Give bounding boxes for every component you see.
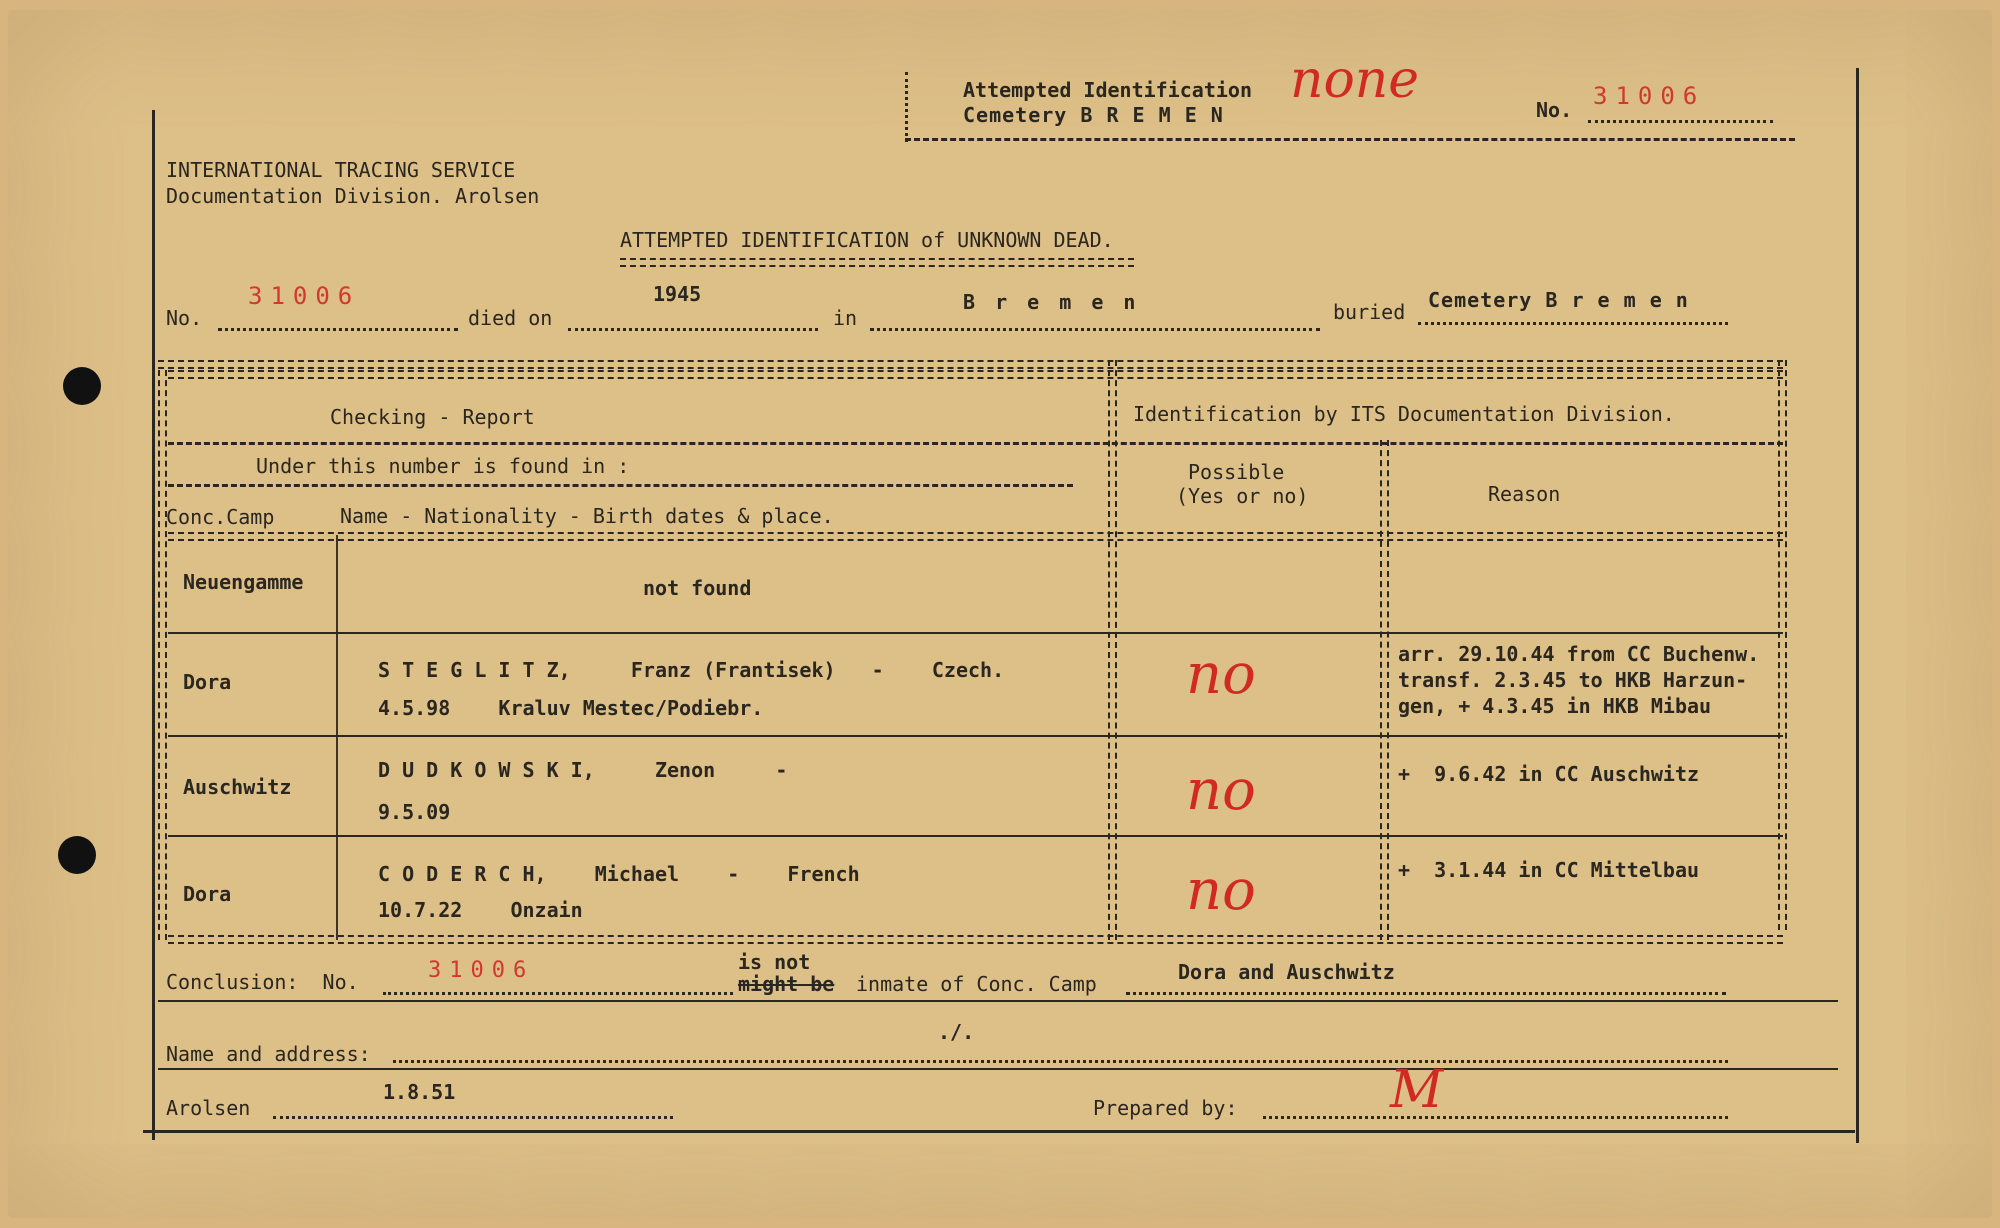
row2-reason-line2: transf. 2.3.45 to HKB Harzun-	[1398, 668, 1748, 692]
row3-possible: no	[1186, 758, 1256, 823]
table-divider-camp	[336, 535, 338, 940]
title-underline	[620, 258, 1134, 267]
died-dots	[568, 328, 818, 331]
column-possible-line1: Possible	[1188, 460, 1285, 484]
frame-right-line	[1856, 68, 1859, 1143]
name-address-underline	[158, 1068, 1838, 1070]
table-bottom-border	[168, 935, 1783, 944]
in-label: in	[833, 306, 858, 330]
row3-bottom	[168, 835, 1783, 837]
row4-name-line2: 10.7.22 Onzain	[378, 898, 583, 922]
found-in-label: Under this number is found in :	[256, 454, 630, 478]
conclusion-camps: Dora and Auschwitz	[1178, 960, 1395, 984]
column-reason: Reason	[1488, 482, 1561, 506]
table-divider-reason	[1380, 440, 1389, 940]
table-header-top	[168, 370, 1783, 379]
found-in-underline	[168, 484, 1073, 487]
row2-possible: no	[1186, 642, 1256, 707]
header-no-value: 31006	[1593, 82, 1706, 110]
table-top-border	[158, 360, 1783, 369]
column-header-bottom	[168, 532, 1783, 541]
row2-reason-line1: arr. 29.10.44 from CC Buchenw.	[1398, 642, 1760, 666]
column-possible-line2: (Yes or no)	[1176, 484, 1309, 508]
conclusion-no-dots	[383, 992, 733, 995]
name-address-dots	[393, 1060, 1728, 1063]
row2-name-line2: 4.5.98 Kraluv Mestec/Podiebr.	[378, 696, 764, 720]
row1-bottom	[168, 632, 1783, 634]
table-left-border	[158, 370, 167, 940]
header-divider	[168, 442, 1783, 445]
header-no-label: No.	[1536, 98, 1573, 122]
org-line1: INTERNATIONAL TRACING SERVICE	[166, 158, 516, 182]
conclusion-no-value: 31006	[428, 958, 535, 983]
died-label: died on	[468, 306, 553, 330]
row2-bottom	[168, 735, 1783, 737]
row2-camp: Dora	[183, 670, 232, 694]
conclusion-label: Conclusion: No.	[166, 970, 359, 994]
header-title-line1: Attempted Identification	[963, 78, 1252, 102]
conclusion-typed-over: is not	[738, 950, 811, 974]
in-dots	[870, 328, 1320, 331]
conclusion-camp-dots	[1126, 992, 1726, 995]
row1-name: not found	[643, 576, 752, 600]
checking-report-heading: Checking - Report	[330, 405, 535, 429]
handwritten-none: none	[1290, 50, 1420, 110]
column-name: Name - Nationality - Birth dates & place.	[340, 504, 834, 528]
identification-heading: Identification by ITS Documentation Division.	[1133, 402, 1675, 426]
footer-place: Arolsen	[166, 1096, 251, 1120]
row4-name-line1: C O D E R C H, Michael - French	[378, 862, 860, 886]
punch-hole-bottom	[58, 836, 96, 874]
died-value: 1945	[653, 282, 702, 306]
punch-hole-top	[63, 367, 101, 405]
header-no-dots	[1588, 120, 1773, 123]
table-divider-identification	[1108, 360, 1117, 940]
header-title-line2: Cemetery B R E M E N	[963, 103, 1224, 127]
buried-label: buried	[1333, 300, 1406, 324]
record-no-value: 31006	[248, 282, 361, 310]
prepared-by-initials: M	[1390, 1060, 1444, 1120]
table-right-border	[1778, 360, 1787, 930]
document-card	[8, 10, 1992, 1218]
row4-reason-line1: + 3.1.44 in CC Mittelbau	[1398, 858, 1700, 882]
footer-date: 1.8.51	[383, 1080, 456, 1104]
buried-value: Cemetery B r e m e n	[1428, 288, 1689, 312]
document-title: ATTEMPTED IDENTIFICATION of UNKNOWN DEAD.	[620, 228, 1114, 252]
record-no-dots	[218, 328, 458, 331]
row3-name-line1: D U D K O W S K I, Zenon -	[378, 758, 788, 782]
header-box-bottom	[905, 138, 1795, 141]
column-conc-camp: Conc.Camp	[166, 505, 275, 529]
name-address-mark: ./.	[938, 1020, 975, 1044]
row2-name-line1: S T E G L I T Z, Franz (Frantisek) - Czech.	[378, 658, 1005, 682]
row2-reason-line3: gen, + 4.3.45 in HKB Mibau	[1398, 694, 1712, 718]
frame-bottom-line	[143, 1130, 1855, 1133]
name-address-label: Name and address:	[166, 1042, 371, 1066]
footer-date-dots	[273, 1116, 673, 1119]
record-no-label: No.	[166, 306, 203, 330]
prepared-by-dots	[1263, 1116, 1728, 1119]
row3-camp: Auschwitz	[183, 775, 292, 799]
row4-possible: no	[1186, 858, 1256, 923]
org-line2: Documentation Division. Arolsen	[166, 184, 540, 208]
buried-dots	[1418, 322, 1728, 325]
prepared-by-label: Prepared by:	[1093, 1096, 1238, 1120]
in-value: B r e m e n	[963, 290, 1140, 314]
row4-camp: Dora	[183, 882, 232, 906]
conclusion-underline	[158, 1000, 1838, 1002]
row3-reason-line1: + 9.6.42 in CC Auschwitz	[1398, 762, 1700, 786]
frame-left-line	[152, 110, 155, 1140]
header-box-left	[905, 72, 908, 142]
row1-camp: Neuengamme	[183, 570, 304, 594]
conclusion-struck: might be	[738, 972, 835, 996]
conclusion-middle: inmate of Conc. Camp	[856, 972, 1097, 996]
row3-name-line2: 9.5.09	[378, 800, 451, 824]
